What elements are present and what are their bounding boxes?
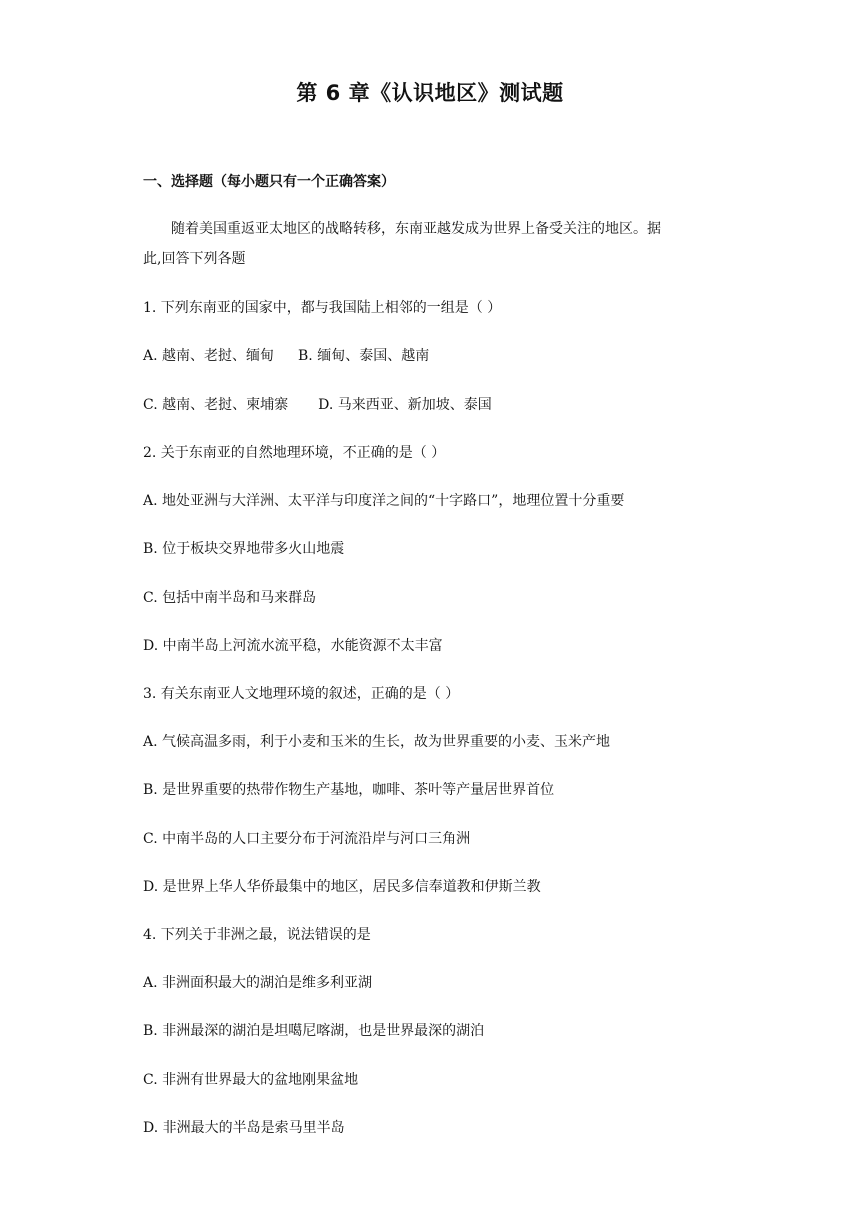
question-4-option-b: B. 非洲最深的湖泊是坦噶尼喀湖，也是世界最深的湖泊 xyxy=(143,1023,485,1039)
intro-line-2: 此,回答下列各题 xyxy=(143,251,246,267)
question-4-option-a: A. 非洲面积最大的湖泊是维多利亚湖 xyxy=(143,975,373,991)
question-2-option-d: D. 中南半岛上河流水流平稳，水能资源不太丰富 xyxy=(143,638,443,654)
question-3-option-b: B. 是世界重要的热带作物生产基地，咖啡、茶叶等产量居世界首位 xyxy=(143,782,555,798)
question-3-option-d: D. 是世界上华人华侨最集中的地区，居民多信奉道教和伊斯兰教 xyxy=(143,879,541,895)
question-2-option-b: B. 位于板块交界地带多火山地震 xyxy=(143,541,345,557)
question-2-stem: 2. 关于东南亚的自然地理环境，不正确的是（ ） xyxy=(143,445,446,461)
question-1-option-a: A. 越南、老挝、缅甸 xyxy=(143,348,275,364)
question-4-stem: 4. 下列关于非洲之最，说法错误的是 xyxy=(143,927,371,943)
question-3-option-c: C. 中南半岛的人口主要分布于河流沿岸与河口三角洲 xyxy=(143,831,471,847)
question-3-stem: 3. 有关东南亚人文地理环境的叙述，正确的是（ ） xyxy=(143,686,460,702)
question-1-options-row-1 xyxy=(143,346,429,366)
question-1-option-b: B. 缅甸、泰国、越南 xyxy=(298,348,430,364)
question-1-stem: 1. 下列东南亚的国家中，都与我国陆上相邻的一组是（ ） xyxy=(143,300,502,316)
question-2-option-c: C. 包括中南半岛和马来群岛 xyxy=(143,590,317,606)
intro-line-1: 随着美国重返亚太地区的战略转移，东南亚越发成为世界上备受关注的地区。据 xyxy=(171,221,661,237)
section-heading: 一、选择题（每小题只有一个正确答案） xyxy=(143,174,395,190)
question-3-option-a: A. 气候高温多雨，利于小麦和玉米的生长，故为世界重要的小麦、玉米产地 xyxy=(143,734,611,750)
question-4-option-d: D. 非洲最大的半岛是索马里半岛 xyxy=(143,1120,345,1136)
question-intro xyxy=(143,214,723,274)
question-1-option-c: C. 越南、老挝、柬埔寨 xyxy=(143,397,289,413)
question-1-option-d: D. 马来西亚、新加坡、泰国 xyxy=(318,397,492,413)
question-1-options-row-2 xyxy=(143,395,492,415)
question-2-option-a: A. 地处亚洲与大洋洲、太平洋与印度洋之间的“十字路口”，地理位置十分重要 xyxy=(143,493,625,509)
page-title: 第 6 章《认识地区》测试题 xyxy=(296,81,564,105)
question-4-option-c: C. 非洲有世界最大的盆地刚果盆地 xyxy=(143,1072,359,1088)
